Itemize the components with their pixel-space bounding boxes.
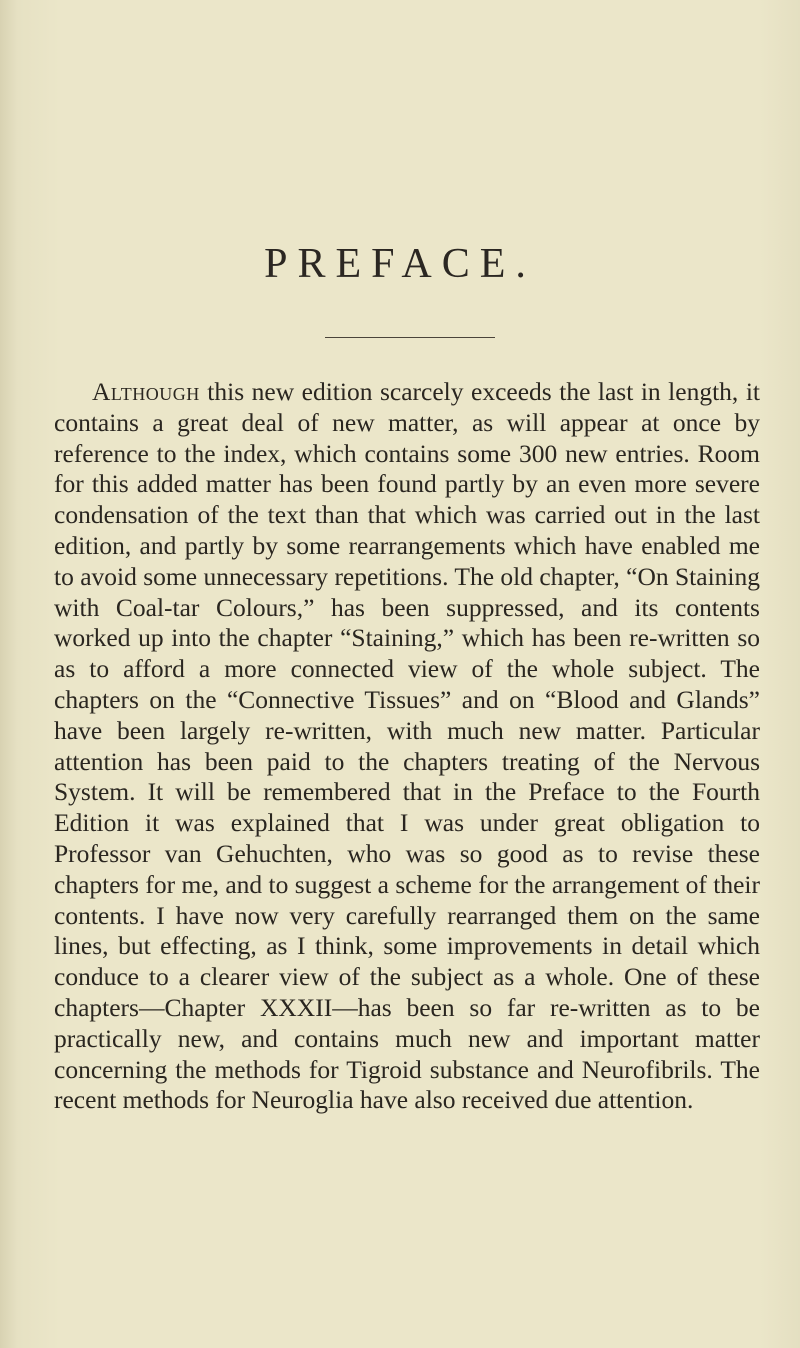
page-title: PREFACE. [264, 241, 536, 287]
preface-paragraph [54, 377, 760, 1116]
paragraph-text: this new edition scarcely exceeds the last in length, it contains a great deal of new matter, as will appear at once by reference to the index, which contains some 300 new entries. Room for this added matter has been found partly by an even more severe condensation of the text than that which was carried out in the last edition, and partly by some rearrangements which have enabled me to avoid some unnecessary repetitions. The old chapter, “On Staining with Coal-tar Colours,” has been suppressed, and its contents worked up into the chapter “Staining,” which has been re-written so as to afford a more connected view of the whole subject. The chapters on the “Connective Tissues” and on “Blood and Glands” have been largely re-written, with much new matter. Particular attention has been paid to the chapters treating of the Nervous System. It will be remembered that in the Preface to the Fourth Edition it was explained that I was under great obligation to Professor van Gehuchten, who was so good as to revise these chapters for me, and to suggest a scheme for the arrangement of their contents. I have now very carefully rearranged them on the same lines, but effecting, as I think, some improvements in detail which conduce to a clearer view of the subject as a whole. One of these chapters—Chapter XXXII—has been so far re-written as to be practically new, and contains much new and important matter concerning the methods for Tigroid substance and Neurofibrils. The recent methods for Neuroglia have also received due attention. [54, 377, 760, 1115]
opening-word: Although [92, 377, 200, 406]
title-divider [325, 337, 495, 338]
